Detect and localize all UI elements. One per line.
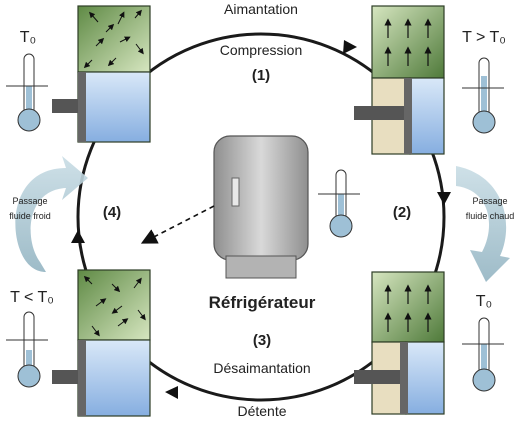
refrigerator-body: [214, 136, 308, 260]
label-step-4: (4): [102, 204, 122, 221]
fluid-chamber: [406, 342, 444, 414]
piston-head: [78, 340, 86, 416]
label-step-3: (3): [252, 332, 272, 349]
label-desaimantation: Désaimantation: [213, 360, 311, 376]
fluid-chamber: [78, 72, 150, 142]
magnetic-material: [372, 6, 444, 78]
block-bottom-right: [354, 272, 444, 414]
label-step-1: (1): [251, 67, 271, 84]
label-passage-chaud-1: Passage: [472, 196, 508, 206]
refrigerator-icon: [214, 136, 308, 278]
label-step-2: (2): [392, 204, 412, 221]
label-passage-froid-2: fluide froid: [9, 211, 51, 221]
label-compression: Compression: [219, 42, 303, 58]
piston-rod: [354, 370, 406, 384]
cycle-arrow-bottom: [165, 386, 178, 399]
temp-label-bottom-right: T₀: [475, 293, 493, 310]
thermometer-top-left: [6, 54, 48, 131]
thermometer-fridge: [318, 170, 360, 237]
thermometer-bottom-left: [6, 312, 48, 387]
temp-label-top-right: T > T₀: [462, 29, 506, 46]
refrigerator-handle: [232, 178, 239, 206]
cycle-arrow-top: [343, 40, 357, 54]
cold-transfer-dashed-arrow: [148, 206, 214, 240]
cycle-arrow-left: [71, 230, 85, 243]
refrigerator-base: [226, 256, 296, 278]
label-passage-froid-1: Passage: [12, 196, 48, 206]
block-top-left: [52, 6, 150, 142]
piston-head: [404, 78, 412, 154]
piston-head: [78, 72, 86, 142]
label-aimantation: Aimantation: [224, 1, 298, 17]
block-top-right: [354, 6, 444, 154]
piston-head: [400, 342, 408, 414]
label-detente: Détente: [237, 403, 287, 419]
temp-label-bottom-left: T < T₀: [10, 289, 54, 306]
cycle-arrow-right: [437, 192, 451, 205]
thermometer-bottom-right: [462, 318, 504, 391]
block-bottom-left: [52, 270, 150, 416]
label-refrigerateur: Réfrigérateur: [208, 293, 316, 312]
piston-rod: [354, 106, 410, 120]
magnetic-material: [78, 6, 150, 72]
temp-label-top-left: T₀: [19, 29, 37, 46]
fluid-chamber: [78, 340, 150, 416]
fluid-chamber: [410, 78, 444, 154]
label-passage-chaud-2: fluide chaud: [465, 211, 515, 221]
thermometer-top-right: [462, 58, 504, 133]
hot-fluid-curved-arrow: [456, 166, 510, 282]
